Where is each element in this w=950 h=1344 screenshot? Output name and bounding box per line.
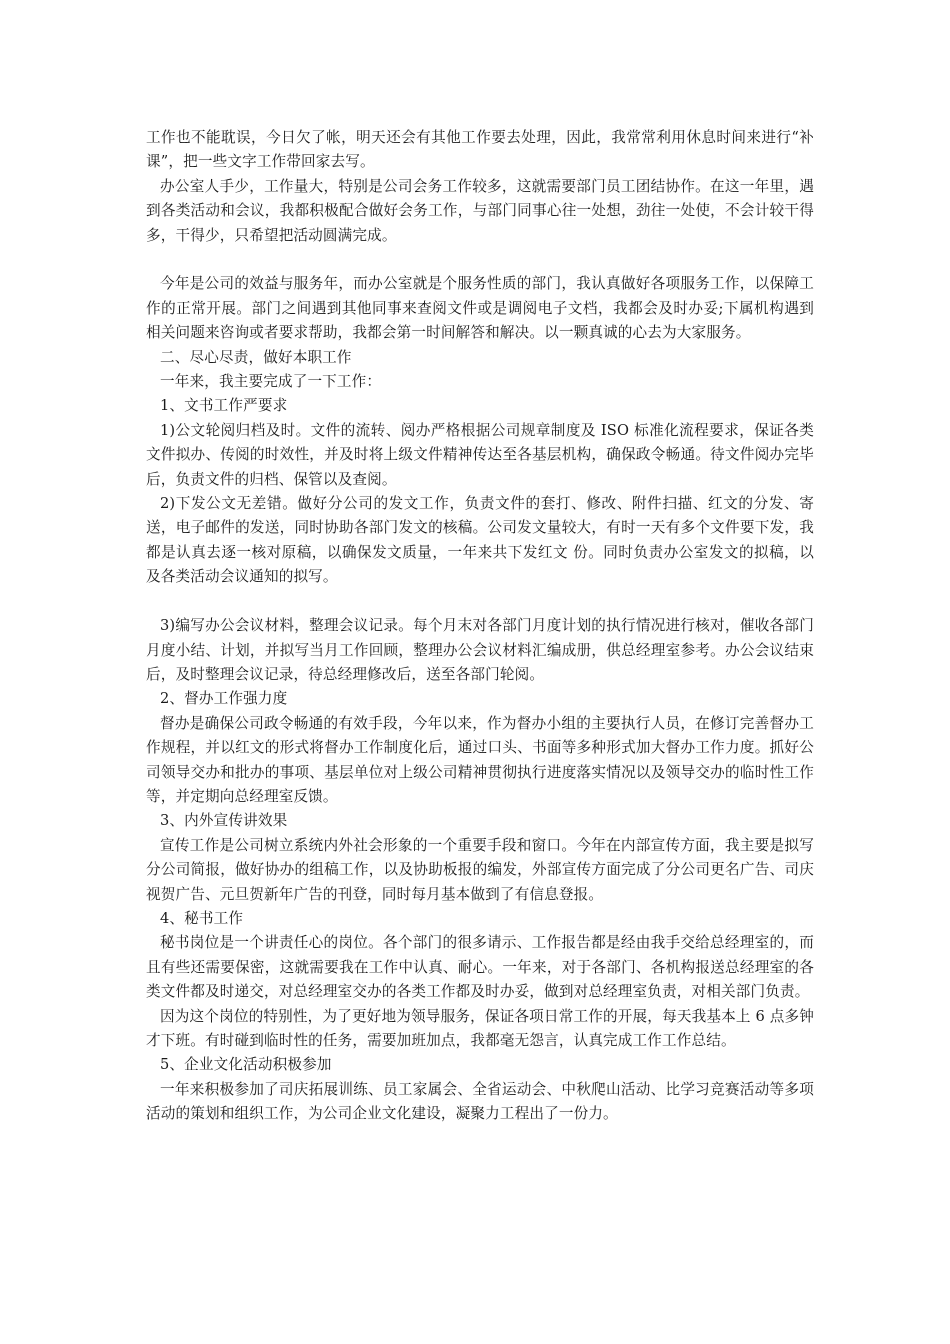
- subsection-heading: 2、督办工作强力度: [160, 690, 288, 708]
- paragraph: 2)下发公文无差错。做好分公司的发文工作，负责文件的套打、修改、附件扫描、红文的分发、寄送，电子邮件的发送，同时协助各部门发文的核稿。公司发文量较大，有时一天有多个文件要下发，我都是认真去逐一核对原稿，以确保发文质量，一年来共下发红文 份。同时负责办公室发文的拟稿，以及各类活动会议通知的拟写。: [146, 495, 814, 586]
- paragraph-gap: [146, 590, 814, 614]
- paragraph: 办公室人手少，工作量大，特别是公司会务工作较多，这就需要部门员工团结协作。在这一年里，遇到各类活动和会议，我都积极配合做好会务工作，与部门同事心往一处想，劲往一处使，不会计较干得多，干得少，只希望把活动圆满完成。: [146, 177, 814, 244]
- paragraph: 1)公文轮阅归档及时。文件的流转、阅办严格根据公司规章制度及 ISO 标准化流程要求，保证各类文件拟办、传阅的时效性，并及时将上级文件精神传达至各基层机构，确保政令畅通。待文件阅办完毕后，负责文件的归档、保管以及查阅。: [146, 421, 814, 488]
- paragraph: 工作也不能耽误，今日欠了帐，明天还会有其他工作要去处理，因此，我常常利用休息时间来进行“补课”，把一些文字工作带回家去写。: [146, 129, 814, 171]
- paragraph: 3)编写办公会议材料，整理会议记录。每个月末对各部门月度计划的执行情况进行核对，催收各部门月度小结、计划，并拟写当月工作回顾，整理办公会议材料汇编成册，供总经理室参考。办公会议结束后，及时整理会议记录，待总经理修改后，送至各部门轮阅。: [146, 617, 814, 683]
- paragraph: 督办是确保公司政令畅通的有效手段，今年以来，作为督办小组的主要执行人员，在修订完善督办工作规程，并以红文的形式将督办工作制度化后，通过口头、书面等多种形式加大督办工作力度。抓好公司领导交办和批办的事项、基层单位对上级公司精神贯彻执行进度落实情况以及领导交办的临时性工作等，并定期向总经理室反馈。: [146, 714, 814, 805]
- paragraph: 一年来积极参加了司庆拓展训练、员工家属会、全省运动会、中秋爬山活动、比学习竞赛活动等多项活动的策划和组织工作，为公司企业文化建设，凝聚力工程出了一份力。: [146, 1080, 814, 1123]
- paragraph: 宣传工作是公司树立系统内外社会形象的一个重要手段和窗口。今年在内部宣传方面，我主要是拟写分公司简报，做好协办的组稿工作，以及协助板报的编发，外部宣传方面完成了分公司更名广告、司庆视贺广告、元旦贺新年广告的刊登，同时每月基本做到了有信息登报。: [146, 836, 814, 903]
- subsection-heading: 4、秘书工作: [160, 909, 244, 927]
- paragraph: 今年是公司的效益与服务年，而办公室就是个服务性质的部门，我认真做好各项服务工作，以保障工作的正常开展。部门之间遇到其他同事来查阅文件或是调阅电子文档，我都会及时办妥;下属机构遇到相关问题来咨询或者要求帮助，我都会第一时间解答和解决。以一颗真诚的心去为大家服务。: [146, 275, 814, 342]
- section-heading: 二、尽心尽责，做好本职工作: [160, 348, 352, 366]
- subsection-heading: 5、企业文化活动积极参加: [160, 1056, 332, 1074]
- paragraph-gap: [146, 248, 814, 272]
- subsection-heading: 3、内外宣传讲效果: [160, 812, 288, 830]
- paragraph: 一年来，我主要完成了一下工作：: [160, 373, 382, 391]
- paragraph: 秘书岗位是一个讲责任心的岗位。各个部门的很多请示、工作报告都是经由我手交给总经理室的，而且有些还需要保密，这就需要我在工作中认真、耐心。一年来，对于各部门、各机构报送总经理室的各类文件都及时递交，对总经理室交办的各类工作都及时办妥，做到对总经理室负责，对相关部门负责。: [146, 934, 814, 1001]
- paragraph: 因为这个岗位的特别性，为了更好地为领导服务，保证各项日常工作的开展，每天我基本上 6 点多钟才下班。有时碰到临时性的任务，需要加班加点，我都毫无怨言，认真完成工作工作总结。: [146, 1007, 814, 1049]
- document-body: [146, 126, 814, 1127]
- subsection-heading: 1、文书工作严要求: [160, 397, 288, 415]
